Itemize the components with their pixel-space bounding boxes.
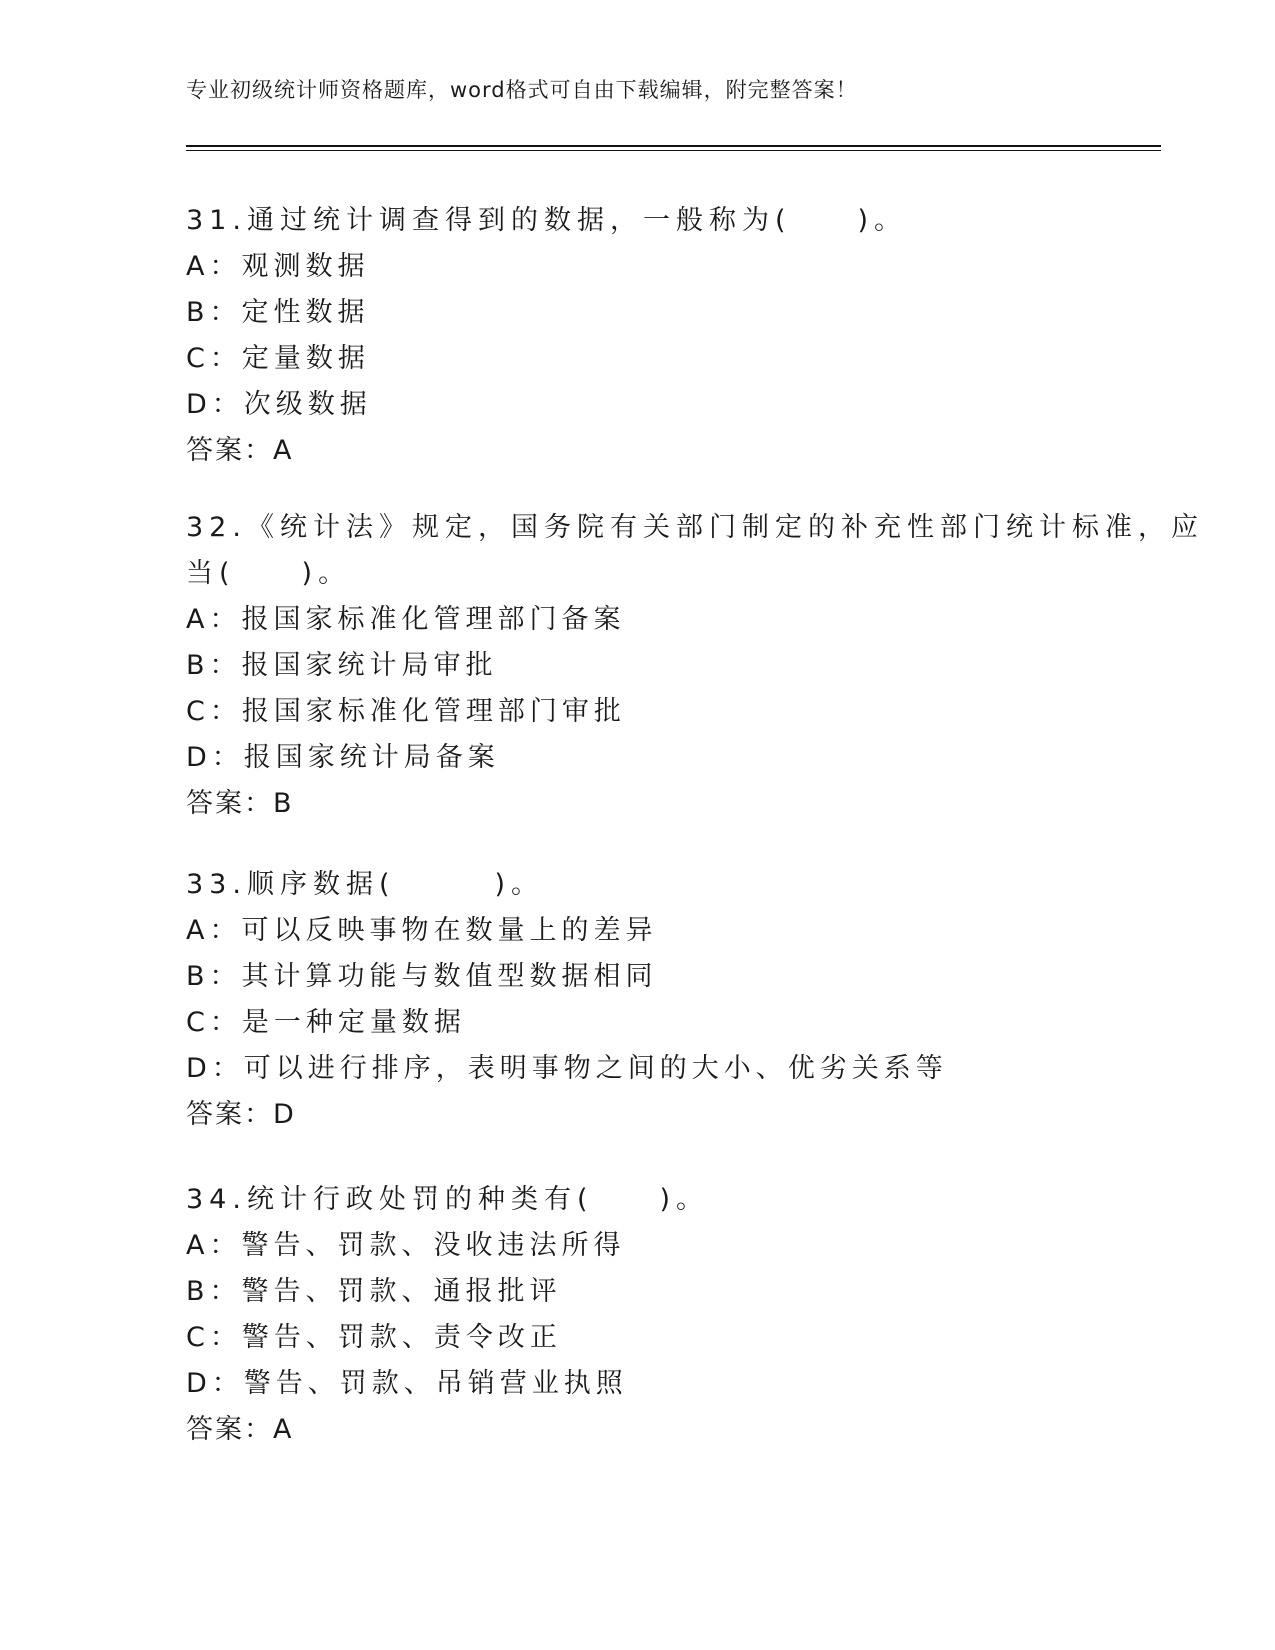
question-stem xyxy=(186,198,1086,244)
question-stem xyxy=(186,505,1204,597)
option-b: B：报国家统计局审批 xyxy=(186,650,498,681)
question-33 xyxy=(186,862,1086,1138)
option-c: C：定量数据 xyxy=(186,343,370,374)
answer: 答案：A xyxy=(186,1414,294,1445)
question-34 xyxy=(186,1177,1086,1453)
option-d: D：次级数据 xyxy=(186,389,372,420)
header-divider xyxy=(186,145,1161,147)
question-32 xyxy=(186,505,1204,827)
option-c: C：是一种定量数据 xyxy=(186,1007,466,1038)
stem-line: 33.顺序数据( )。 xyxy=(186,869,545,900)
header-divider-thin xyxy=(186,150,1161,151)
option-b: B：定性数据 xyxy=(186,297,370,328)
question-stem xyxy=(186,1177,1086,1223)
stem-line: 当( )。 xyxy=(186,558,352,589)
question-stem xyxy=(186,862,1086,908)
question-31 xyxy=(186,198,1086,474)
option-b: B：警告、罚款、通报批评 xyxy=(186,1276,562,1307)
option-d: D：可以进行排序，表明事物之间的大小、优劣关系等 xyxy=(186,1053,948,1084)
option-a: A：警告、罚款、没收违法所得 xyxy=(186,1230,626,1261)
option-a: A：可以反映事物在数量上的差异 xyxy=(186,915,658,946)
page-header: 专业初级统计师资格题库，word格式可自由下载编辑，附完整答案！ xyxy=(186,78,858,102)
option-b: B：其计算功能与数值型数据相同 xyxy=(186,961,658,992)
option-d: D：警告、罚款、吊销营业执照 xyxy=(186,1368,628,1399)
stem-line: 31.通过统计调查得到的数据，一般称为( )。 xyxy=(186,205,908,236)
option-c: C：报国家标准化管理部门审批 xyxy=(186,696,626,727)
answer: 答案：B xyxy=(186,788,294,819)
option-d: D：报国家统计局备案 xyxy=(186,742,500,773)
answer: 答案：D xyxy=(186,1099,296,1130)
option-a: A：报国家标准化管理部门备案 xyxy=(186,604,626,635)
answer: 答案：A xyxy=(186,435,294,466)
stem-line: 34.统计行政处罚的种类有( )。 xyxy=(186,1184,710,1215)
option-c: C：警告、罚款、责令改正 xyxy=(186,1322,562,1353)
stem-line: 32.《统计法》规定，国务院有关部门制定的补充性部门统计标准，应 xyxy=(186,512,1204,543)
option-a: A：观测数据 xyxy=(186,251,370,282)
